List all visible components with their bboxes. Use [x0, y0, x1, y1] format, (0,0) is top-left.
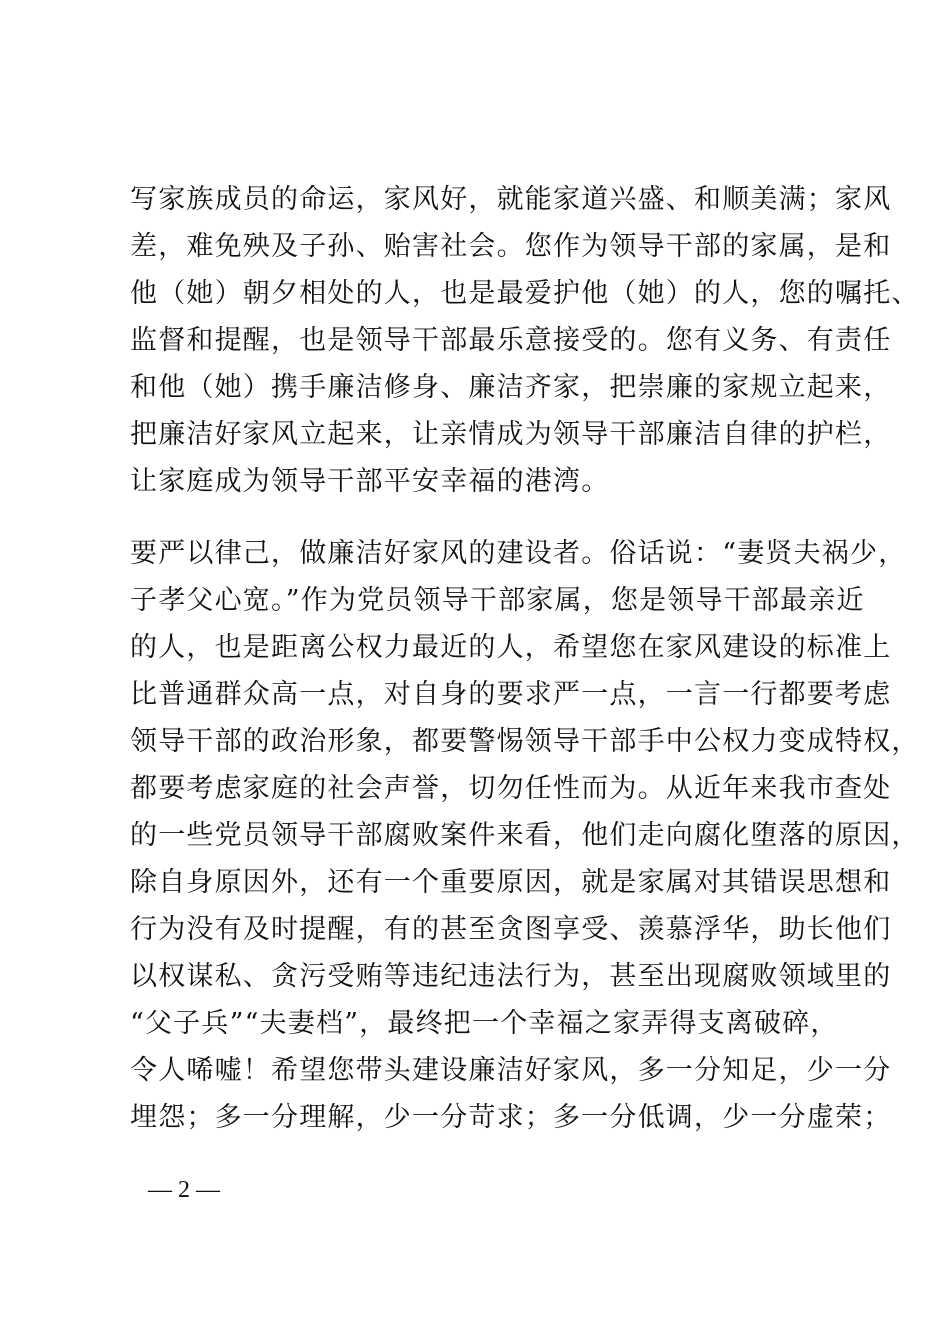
text-line: 把廉洁好家风立起来，让亲情成为领导干部廉洁自律的护栏， — [130, 419, 892, 450]
text-line: 都要考虑家庭的社会声誉，切勿任性而为。从近年来我市查处 — [130, 773, 892, 804]
text-line: 他（她）朝夕相处的人，也是最爱护他（她）的人，您的嘱托、 — [130, 278, 920, 309]
text-line: 和他（她）携手廉洁修身、廉洁齐家，把崇廉的家规立起来， — [130, 372, 892, 403]
text-line: 比普通群众高一点，对自身的要求严一点，一言一行都要考虑 — [130, 679, 892, 710]
text-line: 行为没有及时提醒，有的甚至贪图享受、羡慕浮华，助长他们 — [130, 914, 892, 945]
text-line: 的人，也是距离公权力最近的人，希望您在家风建设的标准上 — [130, 632, 892, 663]
text-line: 差，难免殃及子孙、贻害社会。您作为领导干部的家属，是和 — [130, 231, 892, 262]
text-line: 以权谋私、贪污受贿等违纪违法行为，甚至出现腐败领域里的 — [130, 961, 892, 992]
paragraph-1 — [130, 176, 920, 505]
text-line: 令人唏嘘！希望您带头建设廉洁好家风，多一分知足，少一分 — [130, 1055, 892, 1086]
paragraph-2 — [130, 530, 920, 1141]
text-line: 领导干部的政治形象，都要警惕领导干部手中公权力变成特权， — [130, 726, 920, 757]
text-line: 埋怨；多一分理解，少一分苛求；多一分低调，少一分虚荣； — [130, 1102, 892, 1133]
text-line: 要严以律己，做廉洁好家风的建设者。俗话说：“妻贤夫祸少， — [130, 538, 907, 569]
text-line: 除自身原因外，还有一个重要原因，就是家属对其错误思想和 — [130, 867, 892, 898]
text-line: 监督和提醒，也是领导干部最乐意接受的。您有义务、有责任 — [130, 325, 892, 356]
page-number: — 2 — — [148, 1177, 220, 1203]
text-line: 子孝父心宽。”作为党员领导干部家属，您是领导干部最亲近 — [130, 585, 865, 616]
text-line: 让家庭成为领导干部平安幸福的港湾。 — [130, 466, 610, 497]
text-line: 的一些党员领导干部腐败案件来看，他们走向腐化堕落的原因， — [130, 820, 920, 851]
text-line: “父子兵”“夫妻档”，最终把一个幸福之家弄得支离破碎， — [130, 1008, 839, 1039]
text-line: 写家族成员的命运，家风好，就能家道兴盛、和顺美满；家风 — [130, 184, 892, 215]
